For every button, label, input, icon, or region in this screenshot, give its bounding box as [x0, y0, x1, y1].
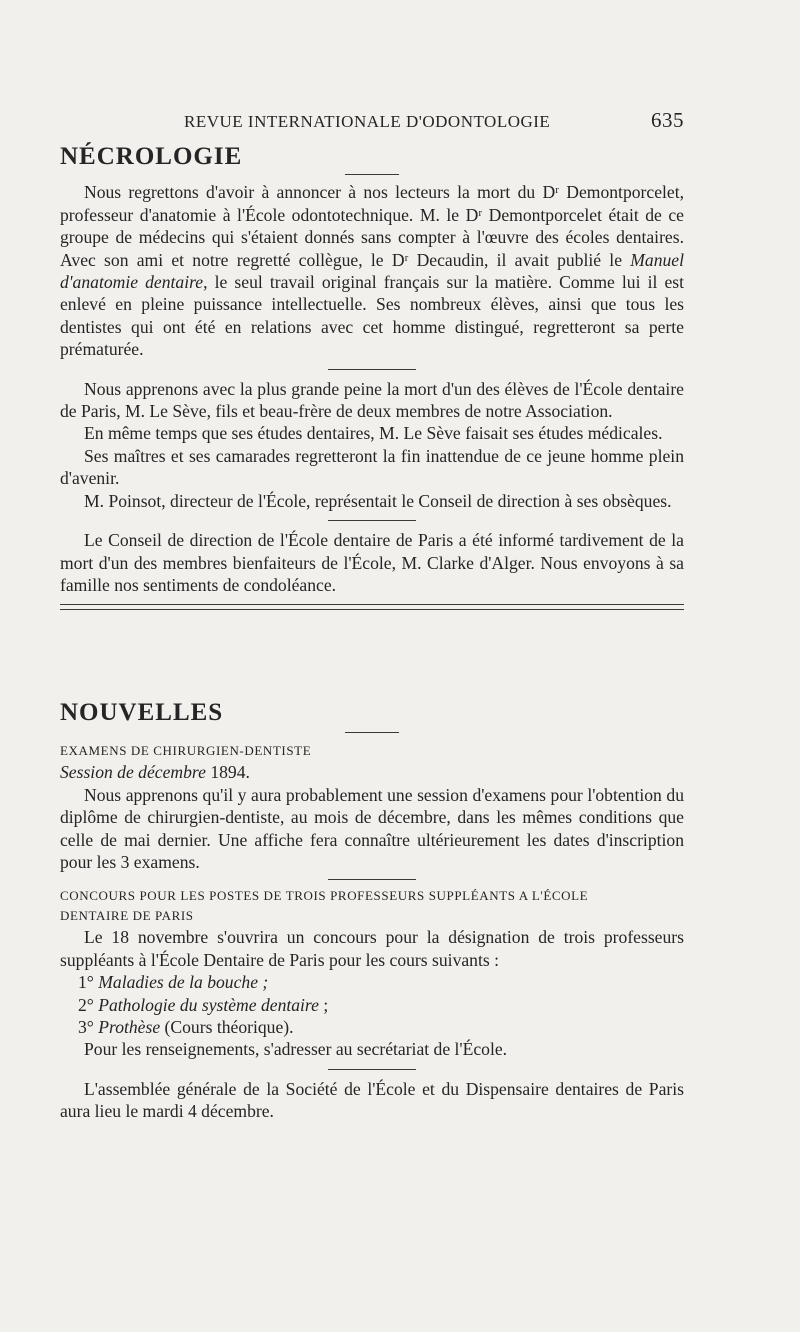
separator-rule: [328, 369, 416, 370]
title-rule: [345, 174, 399, 175]
concours-heading: CONCOURS POUR LES POSTES DE TROIS PROFESSEURS SUPPLÉANTS A L'ÉCOLE DENTAIRE DE PARIS: [60, 888, 589, 924]
course-list: [60, 971, 684, 1038]
list-item: 1° Maladies de la bouche ;: [78, 972, 269, 993]
page-number: 635: [651, 108, 684, 132]
necrologie-paragraph-3: En même temps que ses études dentaires, M. Le Sève faisait ses études médicales.: [84, 423, 663, 444]
title-rule: [345, 732, 399, 733]
double-rule: [60, 604, 684, 610]
list-item: 3° Prothèse (Cours théorique).: [78, 1017, 294, 1038]
running-title: REVUE INTERNATIONALE D'ODONTOLOGIE: [184, 112, 551, 131]
exam-paragraph: Nous apprenons qu'il y aura probablement une session d'examens pour l'obtention du diplôme de chirurgien-dentiste, au mois de décembre, dans les mêmes conditions que celle de mai dernier. Une affiche fera connaître ultérieurement les dates d'inscription pour les 3 examens.: [60, 784, 684, 873]
necrologie-paragraph-6: Le Conseil de direction de l'École dentaire de Paris a été informé tardivement de la mort d'un des membres bienfaiteurs de l'École, M. Clarke d'Alger. Nous envoyons à sa famille nos sentiments de condoléance.: [60, 530, 684, 595]
separator-rule: [328, 1069, 416, 1070]
necrologie-paragraph-4: Ses maîtres et ses camarades regretteront la fin inattendue de ce jeune homme plein d'avenir.: [60, 445, 684, 489]
book-title: Manuel d'anatomie dentaire: [60, 249, 684, 293]
nouvelles-title: NOUVELLES: [60, 699, 224, 726]
necrologie-section: [60, 143, 684, 610]
necrologie-paragraph-1: Nous regrettons d'avoir à annoncer à nos lecteurs la mort du Dʳ Demontporcelet, professeur d'anatomie à l'École odontotechnique. M. le Dʳ Demontporcelet était de ce groupe de médecins qui s'étaient donnés sans compter à l'œuvre des écoles dentaires. Avec son ami et notre regretté collègue, le Dʳ Decaudin, il avait publié le Manuel d'anatomie dentaire, le seul travail original français sur la matière. Comme lui il est enlevé en pleine puissance intellectuelle. Ses nombreux élèves, ainsi que tous les dentistes qui ont été en relations avec cet homme distingué, regretteront sa perte prématurée.: [60, 182, 684, 360]
assemblee-paragraph: L'assemblée générale de la Société de l'École et du Dispensaire dentaires de Paris aura lieu le mardi 4 décembre.: [60, 1078, 684, 1122]
nouvelles-section: [60, 699, 684, 1123]
necrologie-title: NÉCROLOGIE: [60, 143, 243, 170]
session-line: Session de décembre 1894.: [60, 762, 250, 783]
concours-outro: Pour les renseignements, s'adresser au secrétariat de l'École.: [84, 1039, 508, 1060]
separator-rule: [328, 520, 416, 521]
necrologie-paragraph-2: Nous apprenons avec la plus grande peine la mort d'un des élèves de l'École dentaire de Paris, M. Le Sève, fils et beau-frère de deux membres de notre Association.: [60, 378, 684, 422]
list-item: 2° Pathologie du système dentaire ;: [78, 994, 329, 1015]
exam-heading: EXAMENS DE CHIRURGIEN-DENTISTE: [60, 743, 312, 759]
separator-rule: [328, 879, 416, 880]
necrologie-paragraph-5: M. Poinsot, directeur de l'École, représentait le Conseil de direction à ses obsèques.: [84, 490, 672, 511]
concours-intro: Le 18 novembre s'ouvrira un concours pour la désignation de trois professeurs suppléants à l'École Dentaire de Paris pour les cours suivants :: [60, 927, 684, 970]
